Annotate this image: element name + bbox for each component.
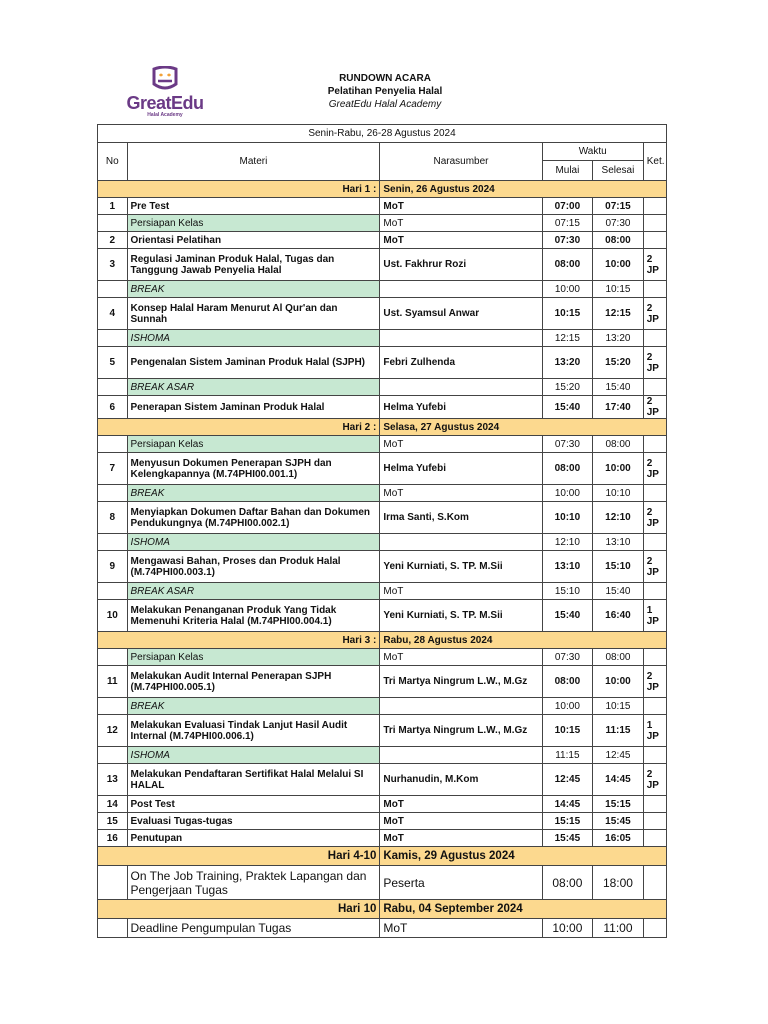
col-header-materi: Materi	[127, 143, 380, 181]
row-selesai: 15:15	[593, 796, 644, 813]
break-row	[98, 215, 667, 232]
row-mulai: 07:30	[542, 436, 593, 453]
row-narasumber: MoT	[380, 215, 542, 232]
row-selesai: 08:00	[593, 232, 644, 249]
row-mulai: 10:00	[542, 281, 593, 298]
document-subtitle: Pelatihan Penyelia Halal	[327, 86, 443, 97]
session-row	[98, 551, 667, 583]
day-date: Rabu, 04 September 2024	[380, 900, 667, 919]
session-row	[98, 502, 667, 534]
row-ket	[643, 232, 666, 249]
row-no: 16	[98, 830, 128, 847]
row-no: 12	[98, 715, 128, 747]
row-materi: Menyiapkan Dokumen Daftar Bahan dan Dokumen Pendukungnya (M.74PHI00.002.1)	[127, 502, 380, 534]
row-selesai: 15:10	[593, 551, 644, 583]
row-mulai: 08:00	[542, 453, 593, 485]
col-header-narasumber: Narasumber	[380, 143, 542, 181]
row-mulai: 10:10	[542, 502, 593, 534]
row-no	[98, 330, 128, 347]
row-selesai: 14:45	[593, 764, 644, 796]
brand-tagline: Halal Academy	[147, 112, 183, 118]
row-materi: Mengawasi Bahan, Proses dan Produk Halal (M.74PHI00.003.1)	[127, 551, 380, 583]
row-no	[98, 866, 128, 900]
row-no: 11	[98, 666, 128, 698]
row-selesai: 15:45	[593, 813, 644, 830]
day-header-row	[98, 900, 667, 919]
row-ket	[643, 796, 666, 813]
row-mulai: 10:00	[542, 485, 593, 502]
session-row	[98, 232, 667, 249]
row-narasumber: MoT	[380, 232, 542, 249]
break-row	[98, 436, 667, 453]
session-row	[98, 764, 667, 796]
row-mulai: 10:00	[542, 919, 593, 938]
row-selesai: 11:15	[593, 715, 644, 747]
row-no: 1	[98, 198, 128, 215]
brand-name: GreatEdu	[126, 93, 204, 113]
day-date: Rabu, 28 Agustus 2024	[380, 632, 667, 649]
row-materi: Regulasi Jaminan Produk Halal, Tugas dan Tanggung Jawab Penyelia Halal	[127, 249, 380, 281]
row-narasumber: Febri Zulhenda	[380, 347, 542, 379]
row-no	[98, 379, 128, 396]
row-narasumber: Helma Yufebi	[380, 396, 542, 419]
row-mulai: 12:15	[542, 330, 593, 347]
col-header-waktu: Waktu	[542, 143, 643, 161]
row-mulai: 07:00	[542, 198, 593, 215]
row-mulai: 10:00	[542, 698, 593, 715]
row-no	[98, 698, 128, 715]
col-header-selesai: Selesai	[593, 161, 644, 181]
row-materi: Persiapan Kelas	[127, 215, 380, 232]
row-narasumber: MoT	[380, 796, 542, 813]
row-ket	[643, 330, 666, 347]
row-ket	[643, 198, 666, 215]
row-narasumber: MoT	[380, 583, 542, 600]
row-ket	[643, 485, 666, 502]
row-selesai: 10:10	[593, 485, 644, 502]
break-row	[98, 583, 667, 600]
session-row	[98, 298, 667, 330]
row-no	[98, 534, 128, 551]
document-title: RUNDOWN ACARA	[339, 73, 431, 84]
row-no: 2	[98, 232, 128, 249]
session-row	[98, 249, 667, 281]
row-materi: BREAK	[127, 698, 380, 715]
row-mulai: 14:45	[542, 796, 593, 813]
greatedu-logo-icon	[148, 66, 182, 92]
row-materi: Persiapan Kelas	[127, 436, 380, 453]
row-mulai: 07:15	[542, 215, 593, 232]
row-no: 13	[98, 764, 128, 796]
row-ket	[643, 379, 666, 396]
day-label: Hari 4-10	[98, 847, 380, 866]
session-row	[98, 715, 667, 747]
row-materi: Melakukan Penanganan Produk Yang Tidak Memenuhi Kriteria Halal (M.74PHI00.004.1)	[127, 600, 380, 632]
row-mulai: 07:30	[542, 232, 593, 249]
row-selesai: 10:00	[593, 453, 644, 485]
row-selesai: 13:20	[593, 330, 644, 347]
break-row	[98, 747, 667, 764]
row-narasumber	[380, 379, 542, 396]
day-date: Senin, 26 Agustus 2024	[380, 181, 667, 198]
row-ket	[643, 813, 666, 830]
day-header-row	[98, 847, 667, 866]
row-materi: BREAK ASAR	[127, 379, 380, 396]
row-selesai: 07:15	[593, 198, 644, 215]
row-ket	[643, 919, 666, 938]
session-row	[98, 830, 667, 847]
row-no	[98, 649, 128, 666]
break-row	[98, 330, 667, 347]
row-selesai: 10:15	[593, 281, 644, 298]
row-no: 10	[98, 600, 128, 632]
row-mulai: 13:10	[542, 551, 593, 583]
break-row	[98, 649, 667, 666]
day-date: Kamis, 29 Agustus 2024	[380, 847, 667, 866]
row-materi: Melakukan Pendaftaran Sertifikat Halal Melalui SI HALAL	[127, 764, 380, 796]
row-selesai: 08:00	[593, 436, 644, 453]
session-row	[98, 866, 667, 900]
row-ket	[643, 649, 666, 666]
row-no	[98, 281, 128, 298]
row-materi: Orientasi Pelatihan	[127, 232, 380, 249]
row-materi: ISHOMA	[127, 747, 380, 764]
row-materi: ISHOMA	[127, 534, 380, 551]
row-materi: BREAK	[127, 281, 380, 298]
row-selesai: 13:10	[593, 534, 644, 551]
row-selesai: 15:40	[593, 379, 644, 396]
row-ket: 1 JP	[643, 600, 666, 632]
row-selesai: 16:05	[593, 830, 644, 847]
brand-logo	[120, 66, 210, 118]
row-materi: Pengenalan Sistem Jaminan Produk Halal (SJPH)	[127, 347, 380, 379]
row-mulai: 15:15	[542, 813, 593, 830]
row-ket: 2 JP	[643, 249, 666, 281]
row-mulai: 13:20	[542, 347, 593, 379]
row-ket: 2 JP	[643, 298, 666, 330]
day-label: Hari 10	[98, 900, 380, 919]
break-row	[98, 379, 667, 396]
row-selesai: 12:45	[593, 747, 644, 764]
row-materi: Deadline Pengumpulan Tugas	[127, 919, 380, 938]
row-mulai: 15:20	[542, 379, 593, 396]
row-selesai: 15:20	[593, 347, 644, 379]
row-ket	[643, 698, 666, 715]
row-mulai: 15:10	[542, 583, 593, 600]
day-header-row	[98, 632, 667, 649]
row-ket	[643, 534, 666, 551]
row-narasumber: MoT	[380, 830, 542, 847]
row-narasumber	[380, 747, 542, 764]
row-narasumber	[380, 698, 542, 715]
row-materi: Persiapan Kelas	[127, 649, 380, 666]
session-row	[98, 347, 667, 379]
row-narasumber: MoT	[380, 485, 542, 502]
document-organizer: GreatEdu Halal Academy	[328, 99, 442, 110]
col-header-ket: Ket.	[643, 143, 666, 181]
row-no: 4	[98, 298, 128, 330]
row-selesai: 12:10	[593, 502, 644, 534]
row-narasumber	[380, 534, 542, 551]
break-row	[98, 485, 667, 502]
col-header-no: No	[98, 143, 128, 181]
row-mulai: 15:40	[542, 396, 593, 419]
row-ket: 2 JP	[643, 764, 666, 796]
row-no	[98, 215, 128, 232]
row-ket	[643, 866, 666, 900]
row-ket	[643, 215, 666, 232]
row-no	[98, 919, 128, 938]
row-materi: Evaluasi Tugas-tugas	[127, 813, 380, 830]
row-mulai: 10:15	[542, 298, 593, 330]
row-ket: 2 JP	[643, 551, 666, 583]
row-narasumber: Nurhanudin, M.Kom	[380, 764, 542, 796]
date-range-header: Senin-Rabu, 26-28 Agustus 2024	[98, 125, 667, 143]
row-materi: ISHOMA	[127, 330, 380, 347]
row-selesai: 07:30	[593, 215, 644, 232]
row-mulai: 15:45	[542, 830, 593, 847]
row-narasumber	[380, 330, 542, 347]
session-row	[98, 813, 667, 830]
row-selesai: 18:00	[593, 866, 644, 900]
day-header-row	[98, 419, 667, 436]
day-header-row	[98, 181, 667, 198]
row-narasumber: Ust. Fakhrur Rozi	[380, 249, 542, 281]
row-ket: 2 JP	[643, 666, 666, 698]
row-materi: Melakukan Evaluasi Tindak Lanjut Hasil Audit Internal (M.74PHI00.006.1)	[127, 715, 380, 747]
row-ket	[643, 830, 666, 847]
session-row	[98, 453, 667, 485]
row-no: 8	[98, 502, 128, 534]
session-row	[98, 600, 667, 632]
row-materi: Penutupan	[127, 830, 380, 847]
row-materi: On The Job Training, Praktek Lapangan dan Pengerjaan Tugas	[127, 866, 380, 900]
row-mulai: 08:00	[542, 249, 593, 281]
session-row	[98, 198, 667, 215]
row-narasumber: Yeni Kurniati, S. TP. M.Sii	[380, 600, 542, 632]
row-ket: 2 JP	[643, 502, 666, 534]
row-materi: Post Test	[127, 796, 380, 813]
day-label: Hari 1 :	[98, 181, 380, 198]
row-ket	[643, 747, 666, 764]
session-row	[98, 396, 667, 419]
row-narasumber: MoT	[380, 919, 542, 938]
session-row	[98, 666, 667, 698]
row-no	[98, 436, 128, 453]
row-mulai: 12:45	[542, 764, 593, 796]
row-ket	[643, 281, 666, 298]
break-row	[98, 698, 667, 715]
row-narasumber: Helma Yufebi	[380, 453, 542, 485]
day-label: Hari 2 :	[98, 419, 380, 436]
row-no: 5	[98, 347, 128, 379]
break-row	[98, 534, 667, 551]
row-no	[98, 485, 128, 502]
row-no: 15	[98, 813, 128, 830]
row-no: 9	[98, 551, 128, 583]
row-narasumber: Peserta	[380, 866, 542, 900]
row-no: 3	[98, 249, 128, 281]
row-no: 7	[98, 453, 128, 485]
row-materi: Konsep Halal Haram Menurut Al Qur'an dan Sunnah	[127, 298, 380, 330]
row-ket: 2 JP	[643, 396, 666, 419]
row-materi: Pre Test	[127, 198, 380, 215]
row-no: 6	[98, 396, 128, 419]
row-mulai: 12:10	[542, 534, 593, 551]
row-narasumber: MoT	[380, 813, 542, 830]
row-selesai: 16:40	[593, 600, 644, 632]
row-no	[98, 583, 128, 600]
row-selesai: 17:40	[593, 396, 644, 419]
row-materi: Penerapan Sistem Jaminan Produk Halal	[127, 396, 380, 419]
row-selesai: 12:15	[593, 298, 644, 330]
row-selesai: 11:00	[593, 919, 644, 938]
row-mulai: 08:00	[542, 666, 593, 698]
row-narasumber	[380, 281, 542, 298]
row-selesai: 15:40	[593, 583, 644, 600]
row-narasumber: MoT	[380, 198, 542, 215]
row-mulai: 10:15	[542, 715, 593, 747]
row-selesai: 10:15	[593, 698, 644, 715]
row-ket	[643, 583, 666, 600]
row-materi: BREAK ASAR	[127, 583, 380, 600]
row-mulai: 07:30	[542, 649, 593, 666]
rundown-body	[98, 181, 667, 938]
session-row	[98, 919, 667, 938]
break-row	[98, 281, 667, 298]
row-narasumber: MoT	[380, 436, 542, 453]
row-selesai: 10:00	[593, 666, 644, 698]
row-narasumber: Ust. Syamsul Anwar	[380, 298, 542, 330]
document-header	[300, 72, 470, 111]
session-row	[98, 796, 667, 813]
row-materi: Melakukan Audit Internal Penerapan SJPH (M.74PHI00.005.1)	[127, 666, 380, 698]
row-ket: 2 JP	[643, 347, 666, 379]
row-narasumber: Tri Martya Ningrum L.W., M.Gz	[380, 715, 542, 747]
row-mulai: 15:40	[542, 600, 593, 632]
row-ket: 1 JP	[643, 715, 666, 747]
col-header-mulai: Mulai	[542, 161, 593, 181]
day-date: Selasa, 27 Agustus 2024	[380, 419, 667, 436]
row-narasumber: MoT	[380, 649, 542, 666]
row-narasumber: Yeni Kurniati, S. TP. M.Sii	[380, 551, 542, 583]
rundown-table	[97, 124, 667, 938]
row-ket	[643, 436, 666, 453]
row-no: 14	[98, 796, 128, 813]
row-mulai: 08:00	[542, 866, 593, 900]
row-materi: BREAK	[127, 485, 380, 502]
row-mulai: 11:15	[542, 747, 593, 764]
row-narasumber: Irma Santi, S.Kom	[380, 502, 542, 534]
row-selesai: 08:00	[593, 649, 644, 666]
row-materi: Menyusun Dokumen Penerapan SJPH dan Kelengkapannya (M.74PHI00.001.1)	[127, 453, 380, 485]
row-no	[98, 747, 128, 764]
row-selesai: 10:00	[593, 249, 644, 281]
row-ket: 2 JP	[643, 453, 666, 485]
row-narasumber: Tri Martya Ningrum L.W., M.Gz	[380, 666, 542, 698]
day-label: Hari 3 :	[98, 632, 380, 649]
